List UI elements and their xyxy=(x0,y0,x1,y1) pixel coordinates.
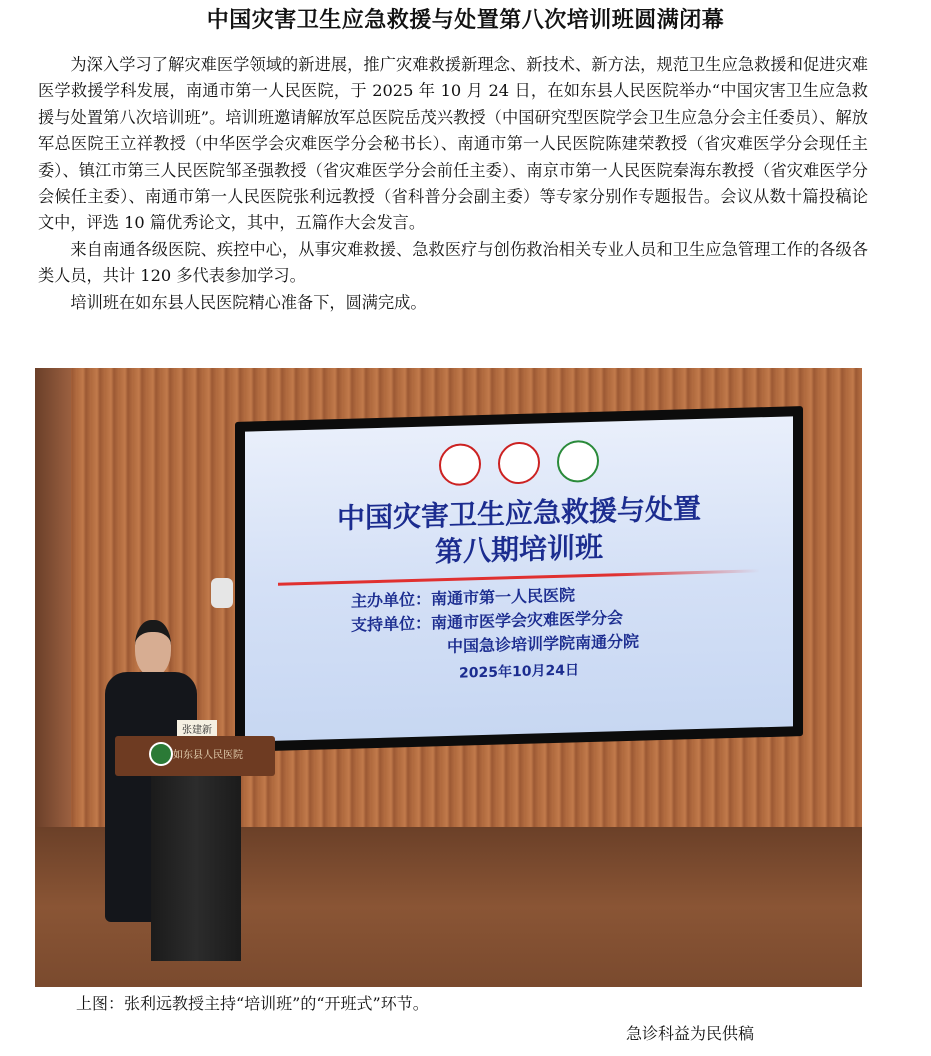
slide-supporter: 支持单位：南通市医学会灾难医学分会 xyxy=(351,608,624,635)
slide-supporter-2: 中国急诊培训学院南通分院 xyxy=(447,631,640,657)
paragraph-attendees: 来自南通各级医院、疾控中心，从事灾难救援、急救医疗与创伤救治相关专业人员和卫生应急管理工作的各级各类人员，共计 120 多代表参加学习。 xyxy=(38,239,868,286)
logo-row xyxy=(245,434,793,493)
slide-organizers xyxy=(351,577,793,661)
podium-text: 如东县人民医院 xyxy=(173,750,243,761)
article-signature: 急诊科益为民供稿 xyxy=(626,1024,755,1043)
slide-organizer: 主办单位：南通市第一人民医院 xyxy=(351,585,576,611)
academy-logo-icon xyxy=(557,440,599,483)
hospital-emblem-icon xyxy=(149,742,173,766)
paragraph-conclusion: 培训班在如东县人民医院精心准备下，圆满完成。 xyxy=(70,292,427,312)
speaker-head xyxy=(135,620,171,676)
slide-title-line1: 中国灾害卫生应急救援与处置 xyxy=(336,491,701,536)
slide-title-line2: 第八期培训班 xyxy=(434,530,603,569)
screen-slide xyxy=(245,416,793,741)
red-cross-logo-icon xyxy=(498,441,540,484)
photo-caption: 上图：张利远教授主持“培训班”的“开班式”环节。 xyxy=(76,994,429,1013)
podium-top xyxy=(115,736,275,776)
slide-date: 2025年10月24日 xyxy=(459,662,579,682)
podium xyxy=(115,725,275,961)
projection-screen xyxy=(235,406,803,752)
article-title: 中国灾害卫生应急救援与处置第八次培训班圆满闭幕 xyxy=(206,8,725,33)
event-photo xyxy=(35,368,862,987)
hospital-logo-icon xyxy=(439,443,481,486)
article-body xyxy=(38,52,868,316)
camera-icon xyxy=(211,578,233,608)
podium-nameplate: 张建新 xyxy=(177,720,217,737)
podium-stem xyxy=(151,776,241,961)
paragraph-intro: 为深入学习了解灾难医学领域的新进展，推广灾难救援新理念、新技术、新方法，规范卫生应急救援和促进灾难医学救援学科发展，南通市第一人民医院，于 2025 年 10 月 24 日，在如东县人民医院举办“中国灾害卫生应急救援与处置第八次培训班”。培训班邀请解放军总医院岳茂兴教授（中国研究型医院学会卫生应急分会主任委员）、解放军总医院王立祥教授（中华医学会灾难医学分会秘书长）、南通市第一人民医院陈建荣教授（省灾难医学分会现任主委）、镇江市第三人民医院邹圣强教授（省灾难医学分会前任主委）、南京市第一人民医院秦海东教授（省灾难医学分会候任主委）、南通市第一人民医院张利远教授（省科普分会副主委）等专家分别作专题报告。会议从数十篇投稿论文中，评选 10 篇优秀论文，其中，五篇作大会发言。 xyxy=(38,55,868,233)
